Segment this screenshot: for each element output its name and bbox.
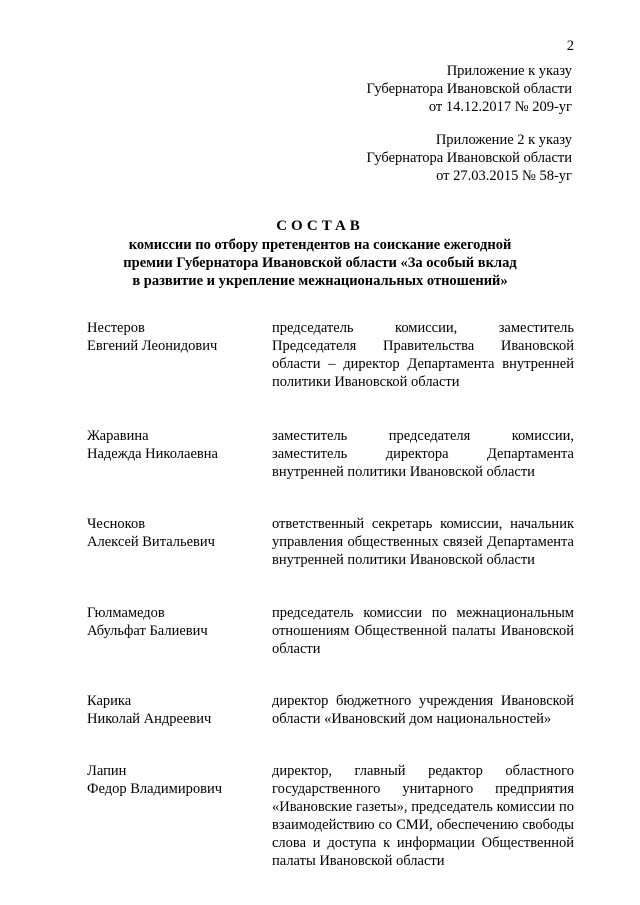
title-main: СОСТАВ: [276, 218, 364, 234]
page-number: 2: [566, 38, 574, 54]
member-name: [87, 692, 262, 728]
member-name: [87, 319, 262, 391]
member-role: ответственный секретарь комиссии, начальник управления общественных связей Департамента внутренней политики Ивановской области: [272, 516, 574, 568]
member-role: директор бюджетного учреждения Ивановской области «Ивановский дом национальностей»: [272, 693, 574, 727]
title-line-1: комиссии по отбору претендентов на соискание ежегодной: [128, 237, 512, 253]
member-name: [87, 515, 262, 569]
member-surname: Лапин: [87, 763, 127, 779]
title-line-2: премии Губернатора Ивановской области «За особый вклад: [123, 255, 517, 271]
member-row: [87, 515, 574, 569]
appendix-original-line-1: Приложение 2 к указу: [435, 132, 572, 148]
member-row: [87, 762, 574, 870]
document-title: [60, 217, 580, 290]
member-role: председатель комиссии, заместитель Председателя Правительства Ивановской области – директор Департамента внутренней политики Ивановской области: [272, 320, 574, 390]
appendix-current: [367, 62, 572, 116]
member-row: [87, 692, 574, 728]
member-name: [87, 427, 262, 481]
appendix-original-line-2: Губернатора Ивановской области: [366, 150, 572, 166]
member-given-names: Абульфат Балиевич: [87, 623, 208, 639]
member-surname: Гюлмамедов: [87, 605, 165, 621]
member-role: заместитель председателя комиссии, заместитель директора Департамента внутренней политики Ивановской области: [272, 428, 574, 480]
member-surname: Чесноков: [87, 516, 146, 532]
appendix-original: [367, 131, 572, 185]
member-given-names: Евгений Леонидович: [87, 338, 218, 354]
member-given-names: Алексей Витальевич: [87, 534, 215, 550]
member-row: [87, 319, 574, 391]
member-surname: Жаравина: [87, 428, 149, 444]
member-role: председатель комиссии по межнациональным отношениям Общественной палаты Ивановской области: [272, 605, 574, 657]
appendix-current-line-2: Губернатора Ивановской области: [366, 81, 572, 97]
member-given-names: Николай Андреевич: [87, 711, 212, 727]
appendix-current-line-1: Приложение к указу: [446, 63, 572, 79]
member-row: [87, 604, 574, 658]
appendix-current-line-3: от 14.12.2017 № 209-уг: [428, 99, 572, 115]
title-line-3: в развитие и укрепление межнациональных отношений»: [132, 273, 508, 289]
appendix-original-line-3: от 27.03.2015 № 58-уг: [436, 168, 572, 184]
member-row: [87, 427, 574, 481]
member-surname: Карика: [87, 693, 132, 709]
member-name: [87, 762, 262, 870]
member-surname: Нестеров: [87, 320, 145, 336]
members-list: [87, 319, 574, 870]
member-given-names: Надежда Николаевна: [87, 446, 218, 462]
member-name: [87, 604, 262, 658]
member-given-names: Федор Владимирович: [87, 781, 223, 797]
member-role: директор, главный редактор областного государственного унитарного предприятия «Ивановские газеты», председатель комиссии по взаимодействию со СМИ, обеспечению свободы слова и доступа к информации Общественной палаты Ивановской области: [272, 763, 574, 869]
